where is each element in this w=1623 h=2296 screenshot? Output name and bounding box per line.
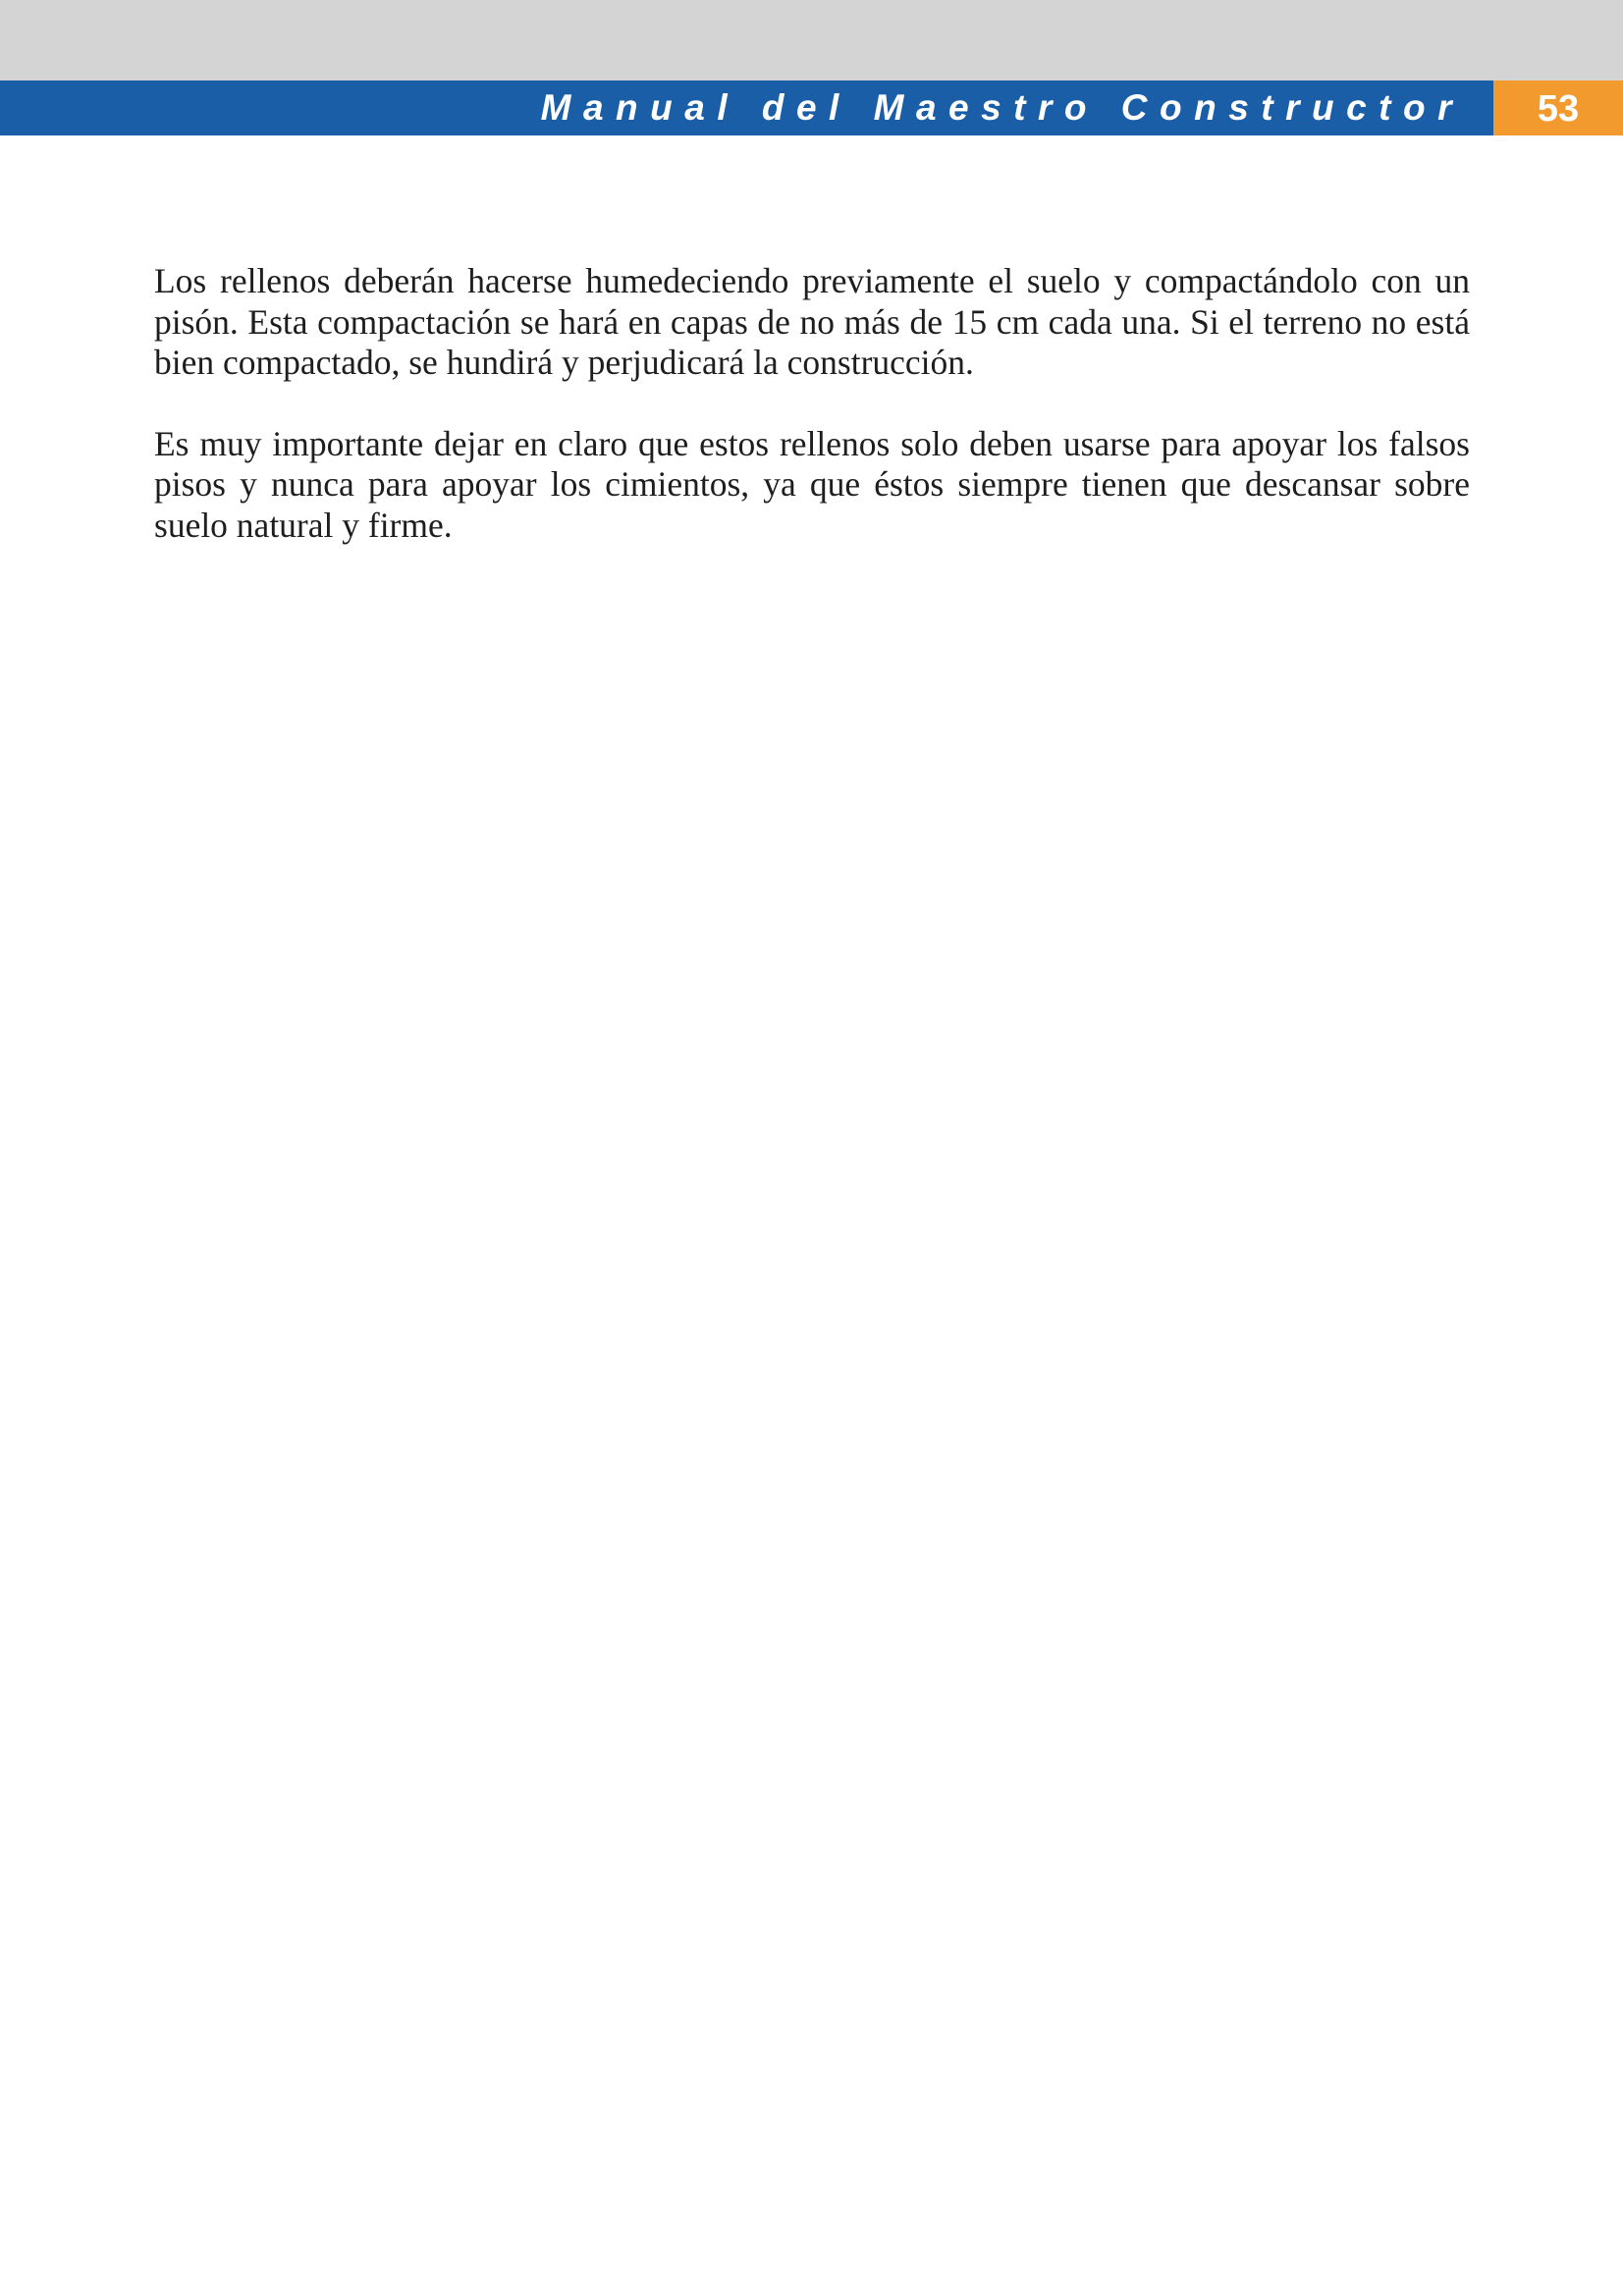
- paragraph: Es muy importante dejar en claro que estos rellenos solo deben usarse para apoyar los falsos pisos y nunca para apoyar los cimientos, ya que éstos siempre tienen que descansar sobre suelo natural y firme.: [154, 423, 1470, 545]
- page-number-badge: [1493, 80, 1623, 135]
- header-bar: [0, 80, 1493, 135]
- page-number: 53: [1537, 88, 1580, 130]
- paragraph: Los rellenos deberán hacerse humedeciendo previamente el suelo y compactándolo con un pisón. Esta compactación se hará en capas de no más de 15 cm cada una. Si el terreno no está bien compactado, se hundirá y perjudicará la construcción.: [154, 261, 1470, 382]
- top-gray-band: [0, 0, 1623, 80]
- header-title: Manual del Maestro Constructor: [540, 87, 1464, 128]
- body-text: [154, 261, 1470, 586]
